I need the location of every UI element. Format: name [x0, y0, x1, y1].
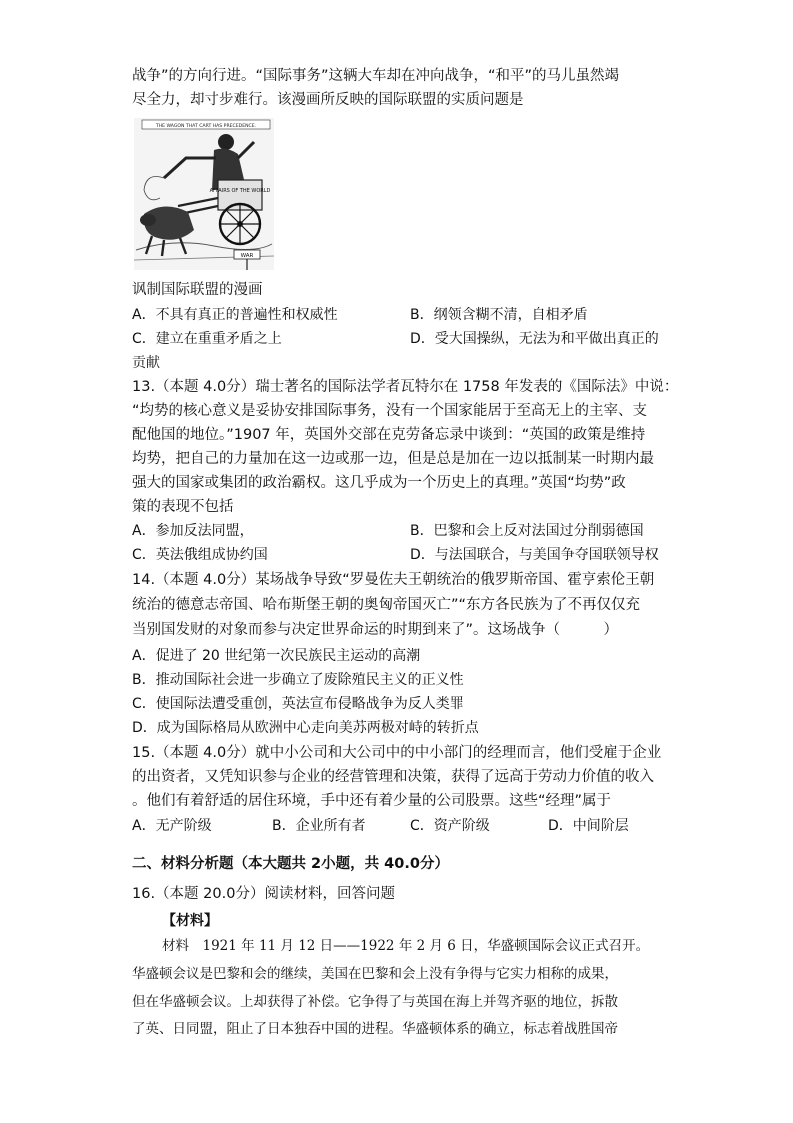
cartoon-crate-text: AFFAIRS OF THE WORLD	[209, 188, 271, 194]
q13-line-6: 策的表现不包括	[132, 499, 234, 515]
q14-line-2: 统治的德意志帝国、哈布斯堡王朝的奥匈帝国灭亡”“东方各民族为了不再仅仅充	[132, 597, 641, 613]
q14-option-c: C．使国际法遭受重创，英法宣布侵略战争为反人类罪	[132, 696, 464, 712]
q12-option-d-continued: 贡献	[132, 355, 160, 371]
q14-option-b: B．推动国际社会进一步确立了废除殖民主义的正义性	[132, 672, 464, 688]
q15-option-a: A．无产阶级	[132, 818, 212, 834]
q15-line-3: 。他们有着舒适的居住环境，手中还有着少量的公司股票。这些“经理”属于	[132, 793, 612, 809]
material-line-3: 但在华盛顿会议。上却获得了补偿。它争得了与英国在海上并驾齐驱的地位，拆散	[132, 994, 618, 1010]
q13-line-5: 强大的国家或集团的政治霸权。这几乎成为一个历史上的真理。”英国“均势”政	[132, 475, 626, 491]
q13-option-b: B．巴黎和会上反对法国过分削弱德国	[410, 523, 644, 539]
q13-line-3: 配他国的地位。”1907 年，英国外交部在克劳备忘录中谈到：“英国的政策是维持	[132, 427, 646, 443]
q14-line-1: 14.（本题 4.0分）某场战争导致“罗曼佐夫王朝统治的俄罗斯帝国、霍亨索伦王朝	[132, 572, 655, 588]
q15-option-c: C．资产阶级	[410, 818, 490, 834]
q12-option-a: A．不具有真正的普遍性和权威性	[132, 307, 338, 323]
q14-option-d: D．成为国际格局从欧洲中心走向美苏两极对峙的转折点	[132, 720, 479, 736]
material-line-4: 了英、日同盟，阻止了日本独吞中国的进程。华盛顿体系的确立，标志着战胜国帝	[132, 1021, 618, 1037]
q15-line-2: 的出资者，又凭知识参与企业的经营管理和决策，获得了远高于劳动力价值的收入	[132, 769, 654, 785]
q12-option-d: D．受大国操纵，无法为和平做出真正的	[410, 331, 659, 347]
material-line-2: 华盛顿会议是巴黎和会的继续，美国在巴黎和会上没有争得与它实力相称的成果，	[132, 966, 618, 982]
material-line-1: 材料 1921 年 11 月 12 日——1922 年 2 月 6 日，华盛顿国际会议正式召开。	[162, 938, 650, 954]
cartoon-caption: 讽制国际联盟的漫画	[132, 282, 263, 298]
q13-option-d: D．与法国联合，与美国争夺国联领导权	[410, 547, 659, 563]
cartoon-sign-text: WAR	[240, 253, 254, 259]
q16-intro: 16.（本题 20.0分）阅读材料，回答问题	[132, 886, 395, 902]
q13-line-1: 13.（本题 4.0分）瑞士著名的国际法学者瓦特尔在 1758 年发表的《国际法》中说：	[132, 379, 679, 395]
cartoon-banner-text: THE WAGON THAT CART HAS PRECEDENCE.	[155, 124, 257, 129]
q14-option-a: A．促进了 20 世纪第一次民族民主运动的高潮	[132, 648, 421, 664]
q15-option-d: D．中间阶层	[548, 818, 629, 834]
q13-option-a: A．参加反法同盟，	[132, 523, 254, 539]
q12-line-2: 尽全力，却寸步难行。该漫画所反映的国际联盟的实质问题是	[132, 92, 524, 108]
q12-option-c: C．建立在重重矛盾之上	[132, 331, 282, 347]
league-of-nations-cartoon	[134, 118, 274, 270]
section-heading: 二、材料分析题（本大题共 2小题，共 40.0分）	[132, 856, 449, 872]
q12-line-1: 战争”的方向行进。“国际事务”这辆大车却在冲向战争，“和平”的马儿虽然竭	[132, 68, 620, 84]
q14-line-3: 当别国发财的对象而参与决定世界命运的时期到来了”。这场战争（ ）	[132, 622, 619, 638]
q12-option-b: B．纲领含糊不清，自相矛盾	[410, 307, 588, 323]
q13-line-2: “均势的核心意义是妥协安排国际事务，没有一个国家能居于至高无上的主宰、支	[132, 403, 648, 419]
q13-line-4: 均势，把自己的力量加在这一边或那一边，但是总是加在一边以抵制某一时期内最	[132, 451, 654, 467]
material-label: 【材料】	[162, 913, 218, 929]
q15-option-b: B．企业所有者	[272, 818, 366, 834]
q15-line-1: 15.（本题 4.0分）就中小公司和大公司中的中小部门的经理而言，他们受雇于企业	[132, 745, 662, 761]
q13-option-c: C．英法俄组成协约国	[132, 547, 268, 563]
